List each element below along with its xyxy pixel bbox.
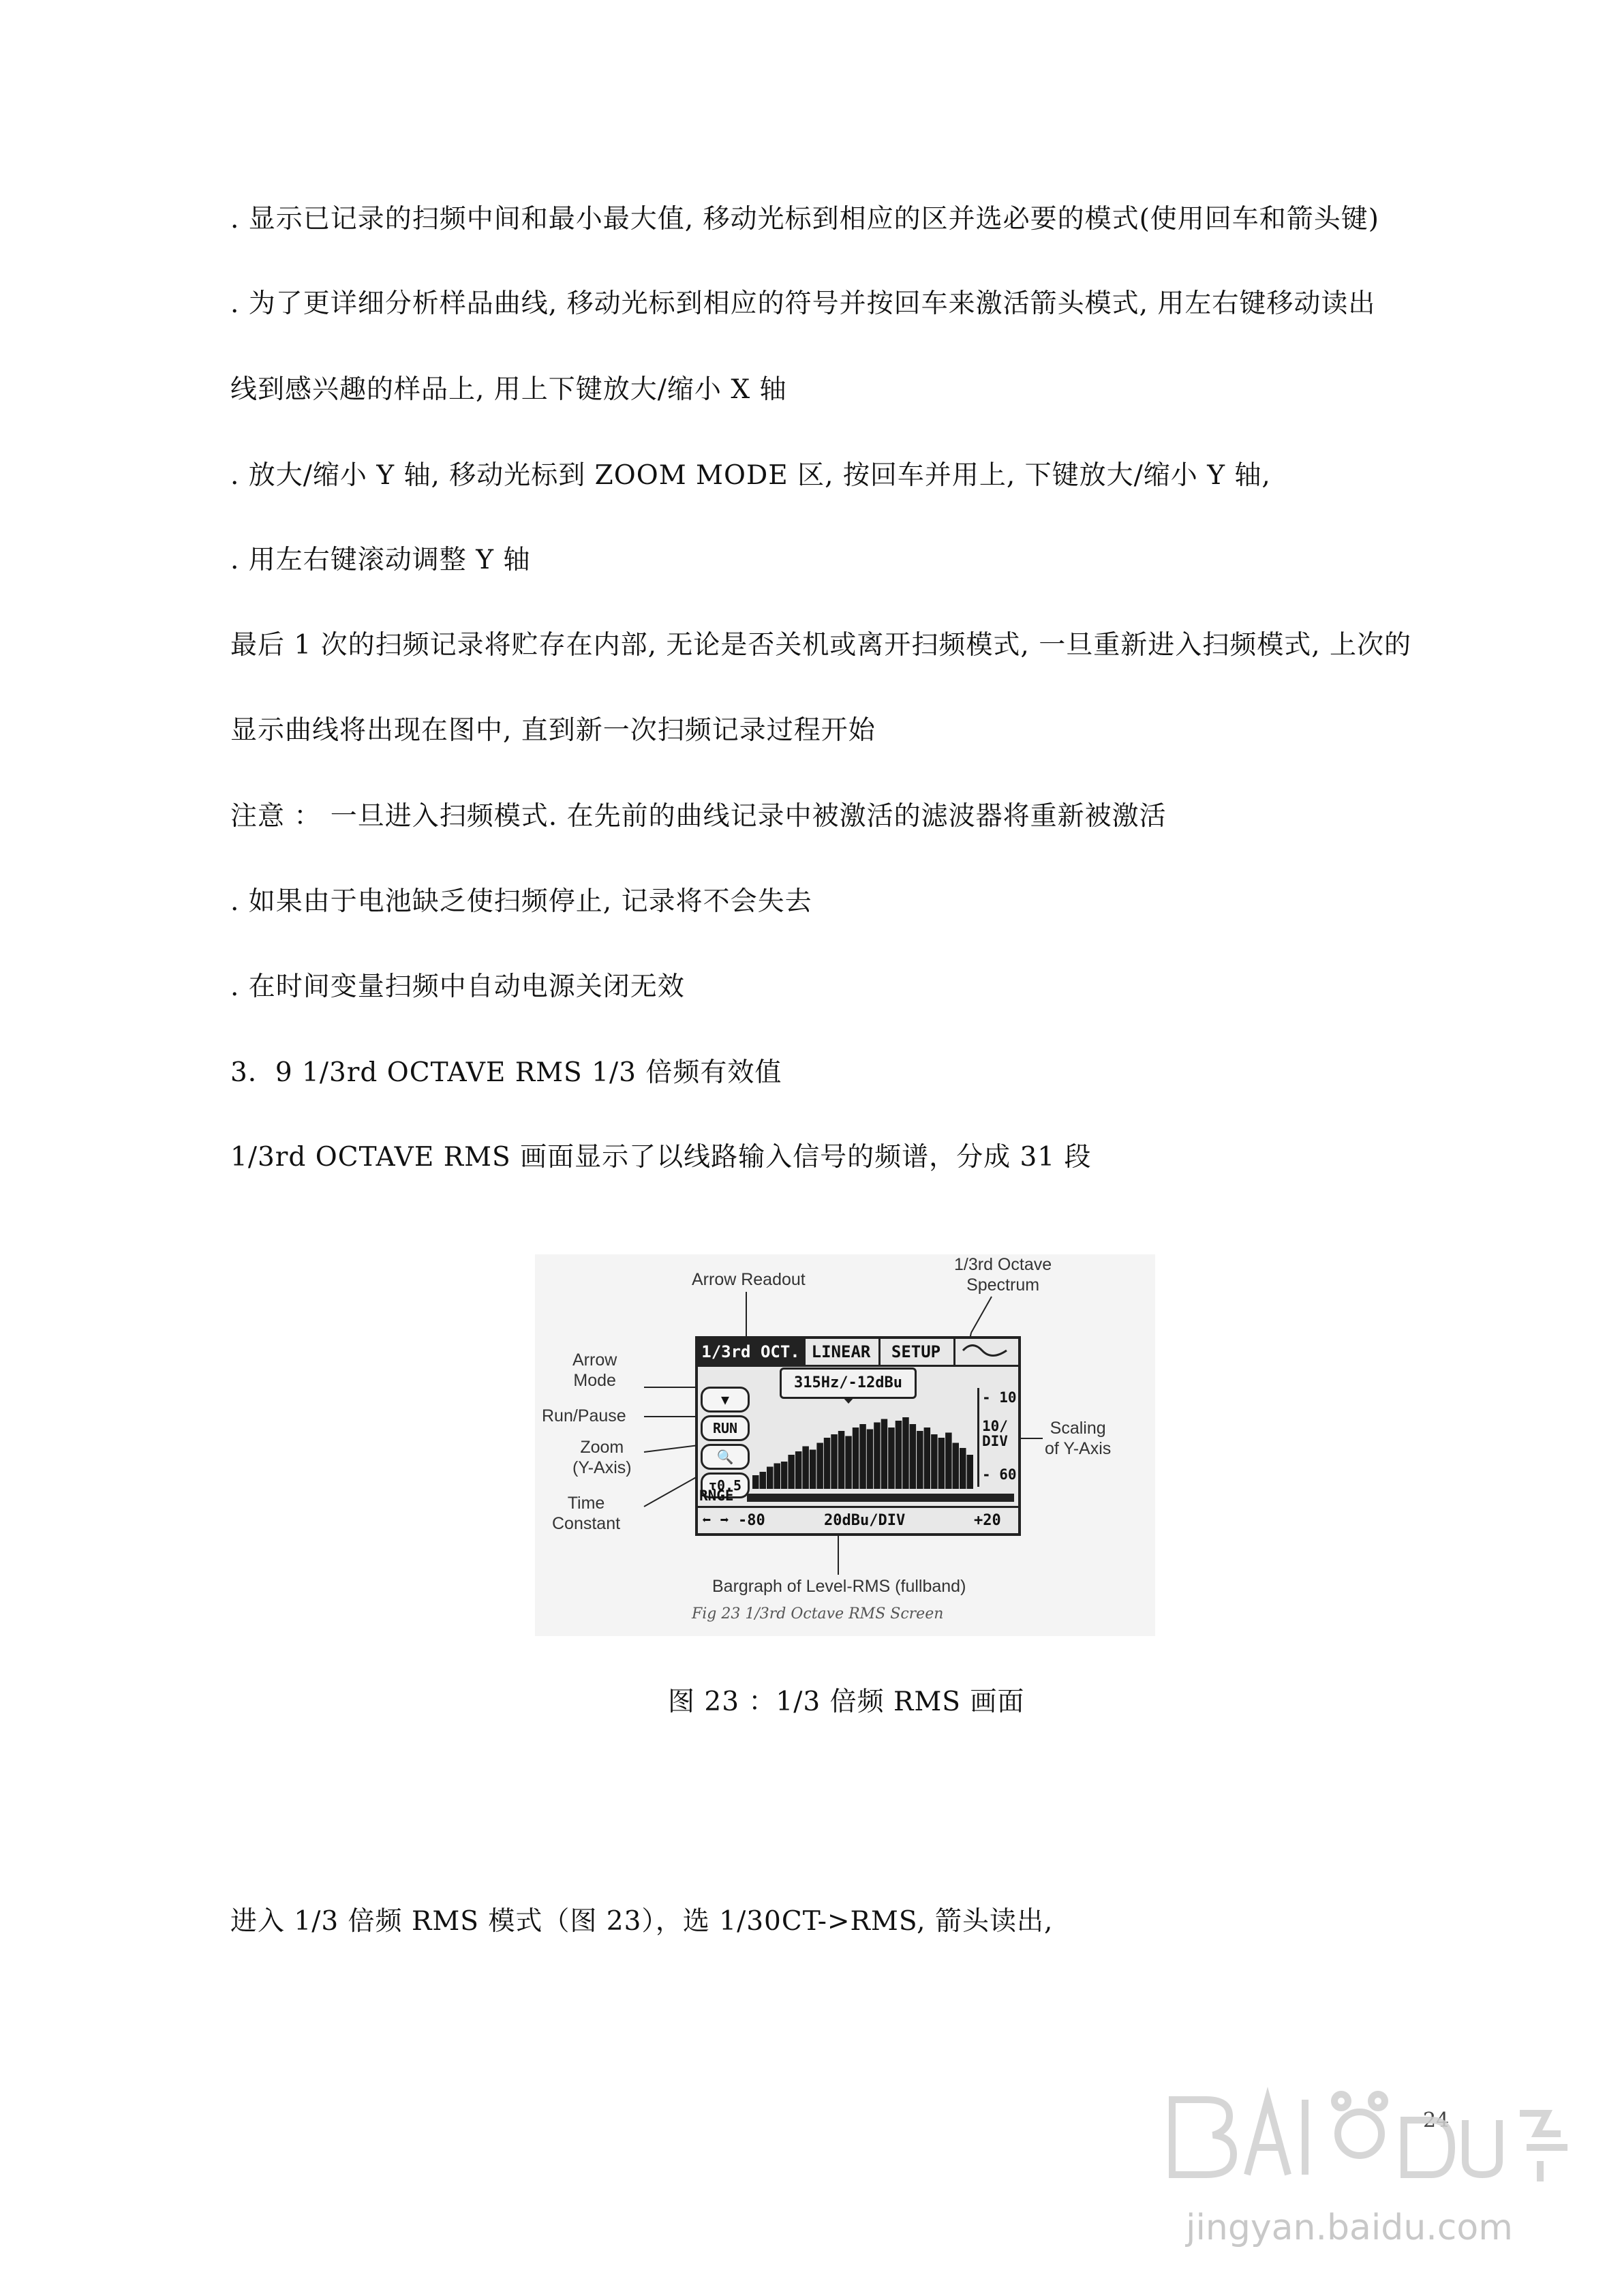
spectrum-graph bbox=[752, 1404, 974, 1489]
spectrum-band bbox=[767, 1467, 774, 1490]
label-arrow-readout: Arrow Readout bbox=[692, 1270, 806, 1289]
waveform-icon[interactable] bbox=[953, 1339, 1016, 1365]
label-time-constant: Time Constant bbox=[552, 1494, 621, 1533]
spectrum-band bbox=[831, 1434, 838, 1489]
paragraph-1: . 显示已记录的扫频中间和最小最大值, 移动光标到相应的区并选必要的模式(使用回车和箭头键) bbox=[230, 204, 1380, 235]
paragraph-9: . 如果由于电池缺乏使扫频停止, 记录将不会失去 bbox=[230, 886, 812, 917]
spectrum-band bbox=[888, 1428, 895, 1489]
lcd-screen bbox=[695, 1336, 1021, 1536]
figure-23 bbox=[535, 1254, 1155, 1636]
spectrum-band bbox=[945, 1433, 952, 1490]
paragraph-8: 注意 ： 一旦进入扫频模式. 在先前的曲线记录中被激活的滤波器将重新被激活 bbox=[230, 801, 1167, 832]
spectrum-band bbox=[967, 1455, 974, 1489]
paragraph-7: 显示曲线将出现在图中, 直到新一次扫频记录过程开始 bbox=[230, 715, 876, 746]
paragraph-10: . 在时间变量扫频中自动电源关闭无效 bbox=[230, 971, 685, 1002]
tab-setup[interactable]: SETUP bbox=[878, 1339, 955, 1365]
spectrum-band bbox=[867, 1430, 874, 1490]
bottom-status-row bbox=[698, 1506, 1018, 1534]
spectrum-band bbox=[881, 1419, 888, 1490]
spectrum-band bbox=[924, 1428, 931, 1489]
closing-paragraph: 进入 1/3 倍频 RMS 模式（图 23），选 1/30CT->RMS, 箭头读出, bbox=[230, 1906, 1054, 1937]
figure-title: 图 23 ：1/3 倍频 RMS 画面 bbox=[668, 1687, 1025, 1717]
spectrum-band bbox=[902, 1417, 909, 1489]
label-zoom: Zoom (Y-Axis) bbox=[572, 1438, 632, 1477]
spectrum-band bbox=[859, 1424, 866, 1489]
arrow-mode-button[interactable]: ▼ bbox=[701, 1387, 750, 1413]
spectrum-band bbox=[845, 1436, 852, 1490]
paragraph-6: 最后 1 次的扫频记录将贮存在内部, 无论是否关机或离开扫频模式, 一旦重新进入扫频模式, 上次的 bbox=[230, 630, 1411, 661]
paragraph-2: . 为了更详细分析样品曲线, 移动光标到相应的符号并按回车来激活箭头模式, 用左右键移动读出 bbox=[230, 288, 1376, 319]
paragraph-4: . 放大/缩小 Y 轴, 移动光标到 ZOOM MODE 区, 按回车并用上, 下键放大/缩小 Y 轴, bbox=[230, 460, 1271, 491]
spectrum-band bbox=[874, 1423, 881, 1490]
scale-top: - 10 bbox=[982, 1389, 1017, 1406]
scale-div[interactable]: 10/ DIV bbox=[982, 1418, 1008, 1449]
spectrum-band bbox=[810, 1450, 816, 1490]
figure-caption-en: Fig 23 1/3rd Octave RMS Screen bbox=[692, 1605, 944, 1622]
time-constant-button[interactable]: τ0.5 bbox=[701, 1472, 750, 1498]
spectrum-band bbox=[788, 1455, 795, 1489]
readout-arrow-icon bbox=[842, 1397, 855, 1404]
label-bargraph: Bargraph of Level-RMS (fullband) bbox=[712, 1577, 966, 1596]
spectrum-band bbox=[816, 1443, 823, 1490]
spectrum-band bbox=[752, 1475, 759, 1489]
arrow-readout: 315Hz/-12dBu bbox=[780, 1368, 917, 1399]
svg-text:jingyan.baidu.com: jingyan.baidu.com bbox=[1186, 2207, 1513, 2248]
spectrum-band bbox=[910, 1424, 917, 1489]
run-pause-button[interactable]: RUN bbox=[701, 1415, 750, 1441]
paragraph-11: 1/3rd OCTAVE RMS 画面显示了以线路输入信号的频谱，分成 31 段 bbox=[230, 1142, 1092, 1173]
bottom-mid-text: 20dBu/DIV bbox=[824, 1512, 906, 1529]
spectrum-band bbox=[781, 1462, 788, 1489]
label-arrow-mode: Arrow Mode bbox=[572, 1350, 617, 1390]
spectrum-band bbox=[795, 1451, 802, 1489]
spectrum-band bbox=[917, 1431, 923, 1489]
spectrum-band bbox=[938, 1438, 945, 1489]
level-bargraph bbox=[747, 1494, 1014, 1502]
spectrum-band bbox=[931, 1434, 938, 1489]
spectrum-band bbox=[853, 1428, 859, 1489]
y-scale-box bbox=[977, 1388, 1016, 1487]
spectrum-band bbox=[802, 1447, 809, 1490]
baidu-logo-icon bbox=[1159, 2059, 1595, 2263]
paragraph-5: . 用左右键滚动调整 Y 轴 bbox=[230, 545, 531, 575]
bottom-left-text[interactable]: ⬅ ➡ -80 bbox=[702, 1512, 765, 1529]
spectrum-band bbox=[760, 1472, 767, 1489]
tab-linear[interactable]: LINEAR bbox=[804, 1339, 881, 1365]
spectrum-band bbox=[953, 1443, 960, 1490]
label-scaling: Scaling of Y-Axis bbox=[1045, 1419, 1112, 1458]
zoom-button[interactable]: 🔍 bbox=[701, 1444, 750, 1470]
paragraph-3: 线到感兴趣的样品上, 用上下键放大/缩小 X 轴 bbox=[230, 374, 787, 405]
spectrum-band bbox=[960, 1448, 966, 1489]
spectrum-band bbox=[838, 1431, 845, 1489]
section-heading: 3．9 1/3rd OCTAVE RMS 1/3 倍频有效值 bbox=[230, 1057, 782, 1088]
spectrum-band bbox=[896, 1421, 902, 1489]
spectrum-band bbox=[774, 1464, 781, 1490]
bottom-right-text: +20 bbox=[974, 1512, 1001, 1529]
baidu-watermark bbox=[1159, 2059, 1595, 2263]
label-run-pause: Run/Pause bbox=[542, 1406, 626, 1425]
spectrum-band bbox=[824, 1438, 831, 1489]
label-spectrum: 1/3rd Octave Spectrum bbox=[954, 1255, 1052, 1295]
tab-1-3rd-oct[interactable]: 1/3rd OCT. bbox=[698, 1339, 806, 1365]
range-label: RNGE bbox=[699, 1487, 734, 1504]
page-number: 24 bbox=[1423, 2109, 1450, 2132]
scale-bottom: - 60 bbox=[982, 1466, 1017, 1483]
